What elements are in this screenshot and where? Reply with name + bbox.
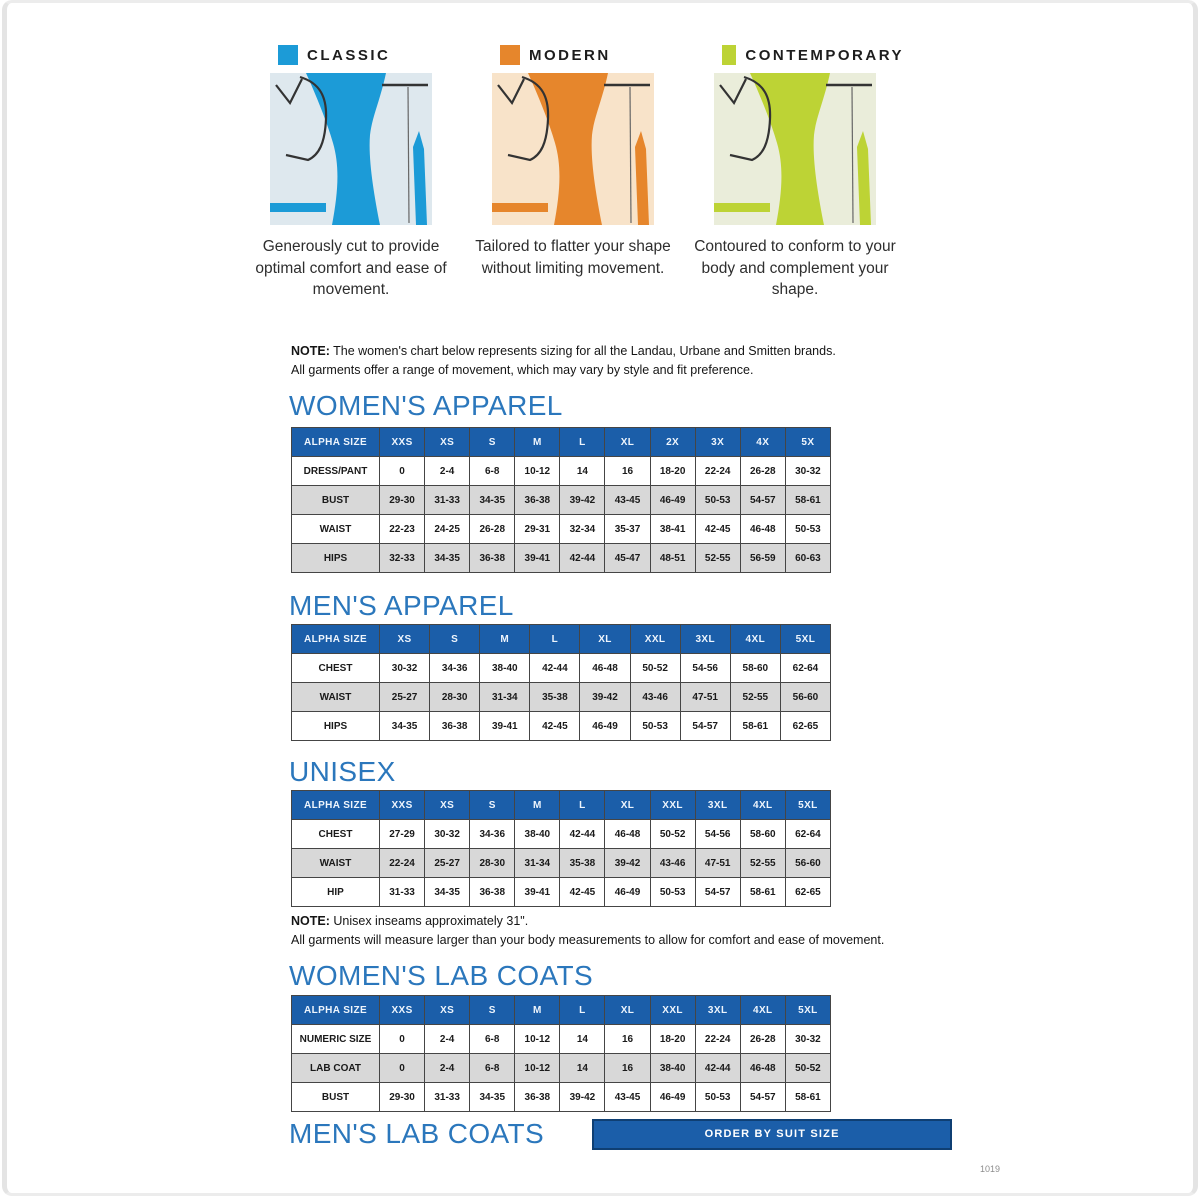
size-value-cell: 34-35 [425,878,470,907]
size-value-cell: 31-33 [425,486,470,515]
size-value-cell: 38-40 [480,654,530,683]
size-column-header-cell: 4XL [730,625,780,654]
size-column-header-cell: S [470,996,515,1025]
fit-name: CONTEMPORARY [745,46,904,64]
contemporary-fit-illustration [714,73,876,225]
size-column-header-cell: L [560,428,605,457]
size-column-header-cell: 2X [650,428,695,457]
size-column-header-cell: XL [605,996,650,1025]
size-value-cell: 34-36 [470,820,515,849]
size-value-cell: 58-61 [785,486,830,515]
size-column-header-cell: XL [605,791,650,820]
size-value-cell: 43-45 [605,486,650,515]
note-label: NOTE: [291,344,330,358]
size-column-header-cell: XXS [380,791,425,820]
section-title-unisex: UNISEX [289,756,396,787]
size-value-cell: 43-46 [650,849,695,878]
fit-modern-title [500,44,682,66]
size-value-cell: 6-8 [470,457,515,486]
size-value-cell: 54-57 [740,1083,785,1112]
size-column-header-cell: XXL [650,791,695,820]
note-unisex [291,912,931,950]
size-value-cell: 38-40 [515,820,560,849]
fit-classic [242,44,460,301]
row-label-cell: DRESS/PANT [292,457,380,486]
size-value-cell: 58-61 [740,878,785,907]
fit-contemporary-title [722,44,904,66]
size-value-cell: 46-49 [650,486,695,515]
table-row [292,1083,831,1112]
size-value-cell: 58-61 [785,1083,830,1112]
size-value-cell: 43-45 [605,1083,650,1112]
size-value-cell: 39-42 [580,683,630,712]
size-value-cell: 34-36 [430,654,480,683]
size-value-cell: 30-32 [785,1025,830,1054]
row-label-cell: HIPS [292,712,380,741]
size-value-cell: 28-30 [430,683,480,712]
size-value-cell: 62-64 [785,820,830,849]
size-column-header-cell: XXL [630,625,680,654]
size-value-cell: 16 [605,1025,650,1054]
size-value-cell: 38-40 [650,1054,695,1083]
size-value-cell: 38-41 [650,515,695,544]
size-value-cell: 47-51 [695,849,740,878]
size-value-cell: 31-34 [515,849,560,878]
section-title-mens-apparel: MEN'S APPAREL [289,590,514,621]
mens-apparel-size-table [291,624,831,741]
size-value-cell: 43-46 [630,683,680,712]
fit-name: MODERN [529,46,611,64]
size-column-header-cell: M [515,428,560,457]
size-value-cell: 22-24 [380,849,425,878]
alpha-size-header-cell: ALPHA SIZE [292,625,380,654]
size-value-cell: 34-35 [380,712,430,741]
size-value-cell: 50-53 [630,712,680,741]
size-value-cell: 26-28 [740,1025,785,1054]
size-column-header-cell: 3XL [695,791,740,820]
row-label-cell: WAIST [292,515,380,544]
size-column-header-cell: 4X [740,428,785,457]
row-label-cell: LAB COAT [292,1054,380,1083]
size-column-header-cell: 3XL [680,625,730,654]
table-row [292,544,831,573]
size-value-cell: 14 [560,1054,605,1083]
size-value-cell: 31-33 [425,1083,470,1112]
size-value-cell: 36-38 [515,1083,560,1112]
row-label-cell: WAIST [292,683,380,712]
section-title-womens-apparel: WOMEN'S APPAREL [289,390,563,421]
size-column-header-cell: XXS [380,996,425,1025]
note-text-line1: Unisex inseams approximately 31". [333,914,529,928]
size-value-cell: 48-51 [650,544,695,573]
note-text-line2: All garments offer a range of movement, which may vary by style and fit preference. [291,363,754,377]
size-column-header-cell: L [560,791,605,820]
size-value-cell: 54-56 [680,654,730,683]
size-value-cell: 62-65 [785,878,830,907]
note-text-line2: All garments will measure larger than your body measurements to allow for comfort and ease of movement. [291,933,885,947]
size-value-cell: 54-57 [695,878,740,907]
table-row [292,849,831,878]
table-row [292,1054,831,1083]
size-value-cell: 50-53 [695,1083,740,1112]
alpha-size-header-cell: ALPHA SIZE [292,428,380,457]
size-column-header-cell: XXS [380,428,425,457]
size-value-cell: 29-30 [380,486,425,515]
size-value-cell: 25-27 [425,849,470,878]
size-value-cell: 10-12 [515,1025,560,1054]
size-column-header-cell: 5X [785,428,830,457]
table-row [292,820,831,849]
size-column-header-cell: XS [380,625,430,654]
fit-description: Contoured to conform to your body and complement your shape. [694,238,896,298]
size-value-cell: 46-48 [580,654,630,683]
size-value-cell: 54-57 [740,486,785,515]
table-row [292,486,831,515]
size-value-cell: 42-44 [530,654,580,683]
size-value-cell: 36-38 [430,712,480,741]
size-value-cell: 46-49 [580,712,630,741]
size-value-cell: 46-48 [605,820,650,849]
size-value-cell: 60-63 [785,544,830,573]
size-value-cell: 16 [605,457,650,486]
size-value-cell: 42-44 [560,544,605,573]
fit-contemporary [686,44,904,301]
row-label-cell: NUMERIC SIZE [292,1025,380,1054]
size-column-header-cell: M [515,791,560,820]
row-label-cell: BUST [292,486,380,515]
fit-name: CLASSIC [307,46,391,64]
table-row [292,683,831,712]
size-value-cell: 56-59 [740,544,785,573]
size-value-cell: 27-29 [380,820,425,849]
size-value-cell: 50-52 [650,820,695,849]
fit-classic-title [278,44,460,66]
size-column-header-cell: L [560,996,605,1025]
size-column-header-cell: XS [425,791,470,820]
size-value-cell: 46-49 [650,1083,695,1112]
size-value-cell: 50-53 [785,515,830,544]
modern-fit-illustration [492,73,654,225]
size-column-header-cell: S [430,625,480,654]
size-value-cell: 39-42 [560,486,605,515]
size-value-cell: 29-30 [380,1083,425,1112]
order-by-suit-size-button[interactable]: ORDER BY SUIT SIZE [592,1119,952,1150]
size-value-cell: 36-38 [515,486,560,515]
size-value-cell: 42-44 [695,1054,740,1083]
size-value-cell: 50-53 [650,878,695,907]
size-column-header-cell: XL [580,625,630,654]
size-value-cell: 14 [560,457,605,486]
contemporary-color-swatch-icon [722,45,736,65]
section-title-womens-lab-coats: WOMEN'S LAB COATS [289,960,594,991]
note-label: NOTE: [291,914,330,928]
size-column-header-cell: M [515,996,560,1025]
size-value-cell: 39-41 [480,712,530,741]
size-value-cell: 52-55 [730,683,780,712]
table-row [292,1025,831,1054]
size-column-header-cell: 5XL [785,791,830,820]
size-value-cell: 36-38 [470,878,515,907]
size-value-cell: 42-44 [560,820,605,849]
size-value-cell: 46-48 [740,1054,785,1083]
row-label-cell: HIP [292,878,380,907]
size-value-cell: 22-24 [695,457,740,486]
womens-apparel-size-table [291,427,831,573]
size-value-cell: 39-42 [560,1083,605,1112]
size-value-cell: 16 [605,1054,650,1083]
size-column-header-cell: S [470,428,515,457]
unisex-size-table [291,790,831,907]
size-value-cell: 24-25 [425,515,470,544]
size-value-cell: 18-20 [650,1025,695,1054]
size-value-cell: 32-33 [380,544,425,573]
size-value-cell: 2-4 [425,457,470,486]
size-value-cell: 42-45 [530,712,580,741]
size-value-cell: 47-51 [680,683,730,712]
size-value-cell: 56-60 [780,683,830,712]
classic-color-swatch-icon [278,45,298,65]
size-value-cell: 30-32 [785,457,830,486]
size-column-header-cell: L [530,625,580,654]
table-row [292,654,831,683]
classic-fit-illustration [270,73,432,225]
size-value-cell: 42-45 [695,515,740,544]
size-value-cell: 32-34 [560,515,605,544]
size-value-cell: 26-28 [740,457,785,486]
mens-lab-coats-section [289,1118,952,1150]
size-value-cell: 36-38 [470,544,515,573]
size-value-cell: 42-45 [560,878,605,907]
size-column-header-cell: S [470,791,515,820]
row-label-cell: CHEST [292,820,380,849]
size-value-cell: 62-65 [780,712,830,741]
size-value-cell: 58-61 [730,712,780,741]
size-value-cell: 31-33 [380,878,425,907]
modern-color-swatch-icon [500,45,520,65]
size-column-header-cell: 5XL [785,996,830,1025]
note-brands [291,342,911,380]
size-value-cell: 22-23 [380,515,425,544]
size-value-cell: 25-27 [380,683,430,712]
note-text-line1: The women's chart below represents sizing for all the Landau, Urbane and Smitten brands. [333,344,836,358]
size-value-cell: 10-12 [515,457,560,486]
size-value-cell: 34-35 [470,486,515,515]
size-value-cell: 0 [380,1054,425,1083]
size-column-header-cell: XL [605,428,650,457]
size-value-cell: 35-37 [605,515,650,544]
size-value-cell: 34-35 [425,544,470,573]
size-value-cell: 0 [380,1025,425,1054]
size-column-header-cell: 4XL [740,791,785,820]
row-label-cell: CHEST [292,654,380,683]
size-value-cell: 0 [380,457,425,486]
size-value-cell: 54-57 [680,712,730,741]
size-value-cell: 14 [560,1025,605,1054]
fit-styles-section [242,44,904,301]
size-value-cell: 46-49 [605,878,650,907]
size-value-cell: 31-34 [480,683,530,712]
size-value-cell: 6-8 [470,1054,515,1083]
alpha-size-header-cell: ALPHA SIZE [292,791,380,820]
size-value-cell: 39-42 [605,849,650,878]
size-value-cell: 39-41 [515,878,560,907]
size-value-cell: 62-64 [780,654,830,683]
size-value-cell: 45-47 [605,544,650,573]
size-value-cell: 52-55 [695,544,740,573]
fit-description: Generously cut to provide optimal comfort and ease of movement. [255,238,447,298]
table-row [292,457,831,486]
size-column-header-cell: XS [425,996,470,1025]
size-value-cell: 29-31 [515,515,560,544]
size-column-header-cell: 3X [695,428,740,457]
size-value-cell: 2-4 [425,1054,470,1083]
fit-description: Tailored to flatter your shape without limiting movement. [475,238,671,277]
size-value-cell: 6-8 [470,1025,515,1054]
size-value-cell: 35-38 [560,849,605,878]
size-column-header-cell: XS [425,428,470,457]
size-value-cell: 28-30 [470,849,515,878]
womens-lab-coats-size-table [291,995,831,1112]
size-value-cell: 10-12 [515,1054,560,1083]
size-value-cell: 50-52 [785,1054,830,1083]
size-value-cell: 30-32 [425,820,470,849]
size-value-cell: 39-41 [515,544,560,573]
row-label-cell: HIPS [292,544,380,573]
size-value-cell: 34-35 [470,1083,515,1112]
size-value-cell: 22-24 [695,1025,740,1054]
table-row [292,515,831,544]
size-value-cell: 18-20 [650,457,695,486]
size-value-cell: 50-53 [695,486,740,515]
size-value-cell: 58-60 [730,654,780,683]
size-value-cell: 58-60 [740,820,785,849]
size-value-cell: 35-38 [530,683,580,712]
size-value-cell: 52-55 [740,849,785,878]
fit-modern [464,44,682,301]
section-title-mens-lab-coats: MEN'S LAB COATS [289,1118,545,1149]
row-label-cell: BUST [292,1083,380,1112]
size-value-cell: 56-60 [785,849,830,878]
alpha-size-header-cell: ALPHA SIZE [292,996,380,1025]
size-column-header-cell: 3XL [695,996,740,1025]
footer-code: 1019 [980,1164,1001,1174]
size-value-cell: 26-28 [470,515,515,544]
size-column-header-cell: 4XL [740,996,785,1025]
size-value-cell: 54-56 [695,820,740,849]
size-column-header-cell: 5XL [780,625,830,654]
table-row [292,878,831,907]
size-column-header-cell: M [480,625,530,654]
size-value-cell: 50-52 [630,654,680,683]
row-label-cell: WAIST [292,849,380,878]
table-row [292,712,831,741]
size-value-cell: 46-48 [740,515,785,544]
size-column-header-cell: XXL [650,996,695,1025]
size-value-cell: 2-4 [425,1025,470,1054]
size-value-cell: 30-32 [380,654,430,683]
